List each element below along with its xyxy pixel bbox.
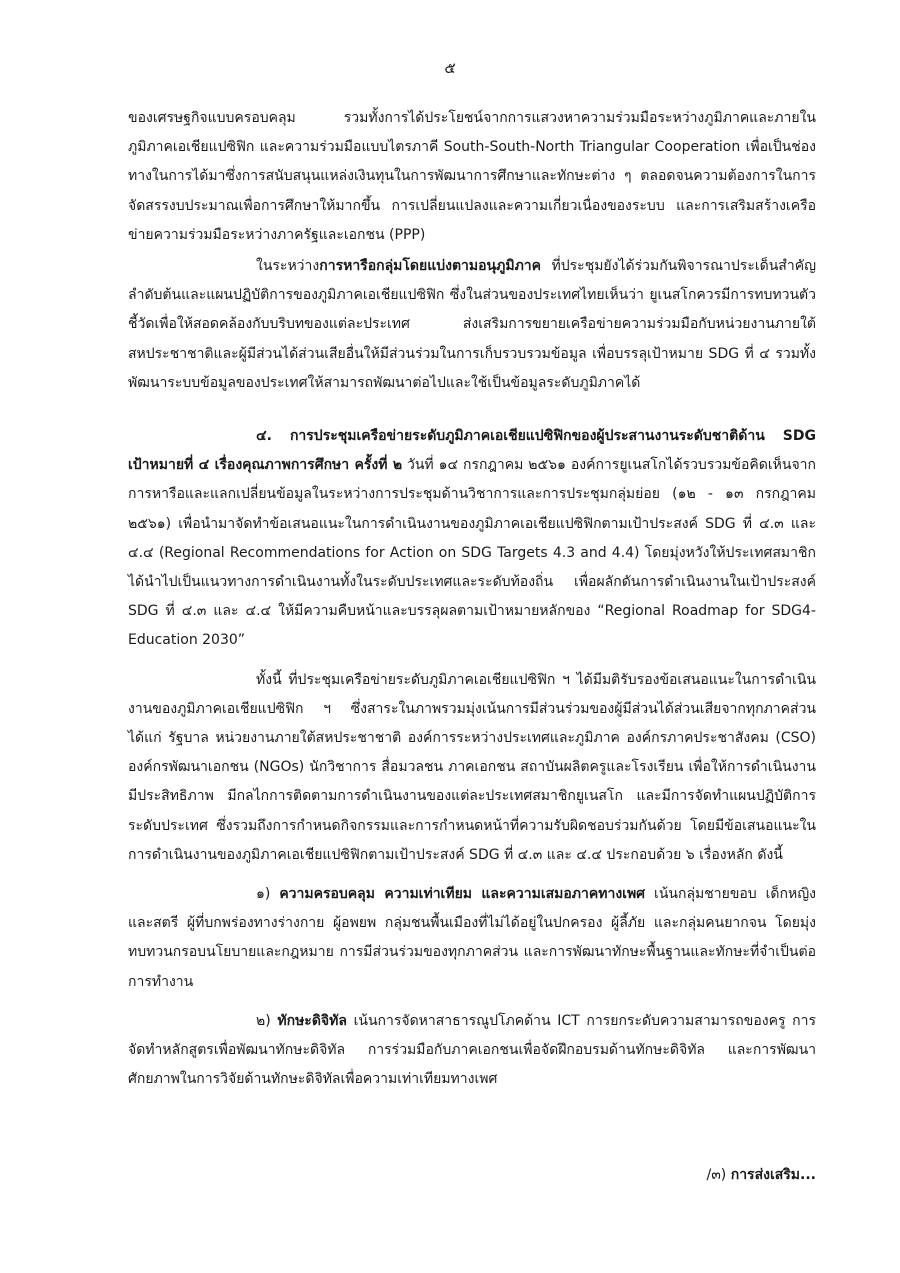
continuation-number: /๓) [706,1167,731,1183]
page-number: ๕ [444,59,456,77]
list-item-body: เน้นกลุ่มชายขอบ เด็กหญิงและสตรี ผู้ที่บกพร่องทางร่างกาย ผู้อพยพ กลุ่มชนพื้นเมืองที่ไม่ได้อยู่ในปกครอง ผู้ลี้ภัย และกลุ่มคนยากจน โดยมุ่งทบทวนกรอบนโยบายและกฎหมาย การมีส่วนร่วมของทุกภาคส่วน และการพัฒนาทักษะพื้นฐานและทักษะที่จำเป็นต่อการทำงาน [128,886,816,990]
paragraph-network-meeting [128,422,816,656]
continuation-heading: การส่งเสริม... [730,1167,816,1183]
list-item-heading: ความครอบคลุม ความเท่าเทียม และความเสมอภาคทางเพศ [279,886,646,903]
subregional-discussion-heading: การหารือกลุ่มโดยแบ่งตามอนุภูมิภาค [319,258,542,275]
list-item-body: เน้นการจัดหาสาธารณูปโภคด้าน ICT การยกระดับความสามารถของครู การจัดทำหลักสูตรเพื่อพัฒนาทักษะดิจิทัล การร่วมมือกับภาคเอกชนเพื่อจัดฝึกอบรมด้านทักษะดิจิทัล และการพัฒนาศักยภาพในการวิจัยด้านทักษะดิจิทัลเพื่อความเท่าเทียมทางเพศ [128,1012,816,1088]
list-item-number: ๒) [256,1012,278,1029]
paragraph-recommendations: ทั้งนี้ ที่ประชุมเครือข่ายระดับภูมิภาคเอเชียแปซิฟิก ฯ ได้มีมติรับรองข้อเสนอแนะในการดำเนินงานของภูมิภาคเอเชียแปซิฟิก ฯ ซึ่งสาระในภาพรวมมุ่งเน้นการมีส่วนร่วมของผู้มีส่วนได้ส่วนเสียจากทุกภาคส่วน ได้แก่ รัฐบาล หน่วยงานภายใต้สหประชาชาติ องค์การระหว่างประเทศและภูมิภาค องค์กรภาคประชาสังคม (CSO) องค์กรพัฒนาเอกชน (NGOs) นักวิชาการ สื่อมวลชน ภาคเอกชน สถาบันผลิตครูและโรงเรียน เพื่อให้การดำเนินงานมีประสิทธิภาพ มีกลไกการติดตามการดำเนินงานของแต่ละประเทศสมาชิกยูเนสโก และมีการจัดทำแผนปฏิบัติการระดับประเทศ ซึ่งรวมถึงการกำหนดกิจกรรมและการกำหนดหน้าที่ความรับผิดชอบร่วมกันด้วย โดยมีข้อเสนอแนะในการดำเนินงานของภูมิภาคเอเชียแปซิฟิกตามเป้าประสงค์ SDG ที่ ๔.๓ และ ๔.๔ ประกอบด้วย ๖ เรื่องหลัก ดังนี้ [128,671,816,863]
list-item-heading: ทักษะดิจิทัล [277,1012,347,1029]
list-item-inclusion [128,880,816,997]
paragraph-body-text: ที่ประชุมยังได้ร่วมกันพิจารณาประเด็นสำคัญลำดับต้นและแผนปฏิบัติการของภูมิภาคเอเชียแปซิฟิก ซึ่งในส่วนของประเทศไทยเห็นว่า ยูเนสโกควรมีการทบทวนตัวชี้วัดเพื่อให้สอดคล้องกับบริบทของแต่ละประเทศ ส่งเสริมการขยายเครือข่ายความร่วมมือกับหน่วยงานภายใต้สหประชาชาติและผู้มีส่วนได้ส่วนเสียอื่นให้มีส่วนร่วมในการเก็บรวบรวมข้อมูล เพื่อบรรลุเป้าหมาย SDG ที่ ๔ รวมทั้งพัฒนาระบบข้อมูลของประเทศให้สามารถพัฒนาต่อไปและใช้เป็นข้อมูลระดับภูมิภาคได้ [128,258,816,391]
document-body [128,104,816,1095]
list-item-number: ๑) [256,886,280,903]
continuation-marker [707,1165,816,1185]
list-item-digital-skills [128,1007,816,1095]
paragraph-body-text: วันที่ ๑๔ กรกฎาคม ๒๕๖๑ องค์การยูเนสโกได้รวบรวมข้อคิดเห็นจากการหารือและแลกเปลี่ยนข้อมูลในระหว่างการประชุมด้านวิชาการและการประชุมกลุ่มย่อย (๑๒ - ๑๓ กรกฎาคม ๒๕๖๑) เพื่อนำมาจัดทำข้อเสนอแนะในการดำเนินงานของภูมิภาคเอเชียแปซิฟิกตามเป้าประสงค์ SDG ที่ ๔.๓ และ ๔.๔ (Regional Recommendations for Action on SDG Targets 4.3 and 4.4) โดยมุ่งหวังให้ประเทศสมาชิกได้นำไปเป็นแนวทางการดำเนินงานทั้งในระดับประเทศและระดับท้องถิ่น เพื่อผลักดันการดำเนินงานในเป้าประสงค์ SDG ที่ ๔.๓ และ ๔.๔ ให้มีความคืบหน้าและบรรลุผลตามเป้าหมายหลักของ “Regional Roadmap for SDG4-Education 2030” [128,457,816,649]
network-meeting-heading: ๔. การประชุมเครือข่ายระดับภูมิภาคเอเชียแปซิฟิกของผู้ประสานงานระดับชาติด้าน SDG เป้าหมายที่ ๔ เรื่องคุณภาพการศึกษา ครั้งที่ ๒ [128,428,816,474]
paragraph-economic-cooperation: ของเศรษฐกิจแบบครอบคลุม รวมทั้งการได้ประโยชน์จากการแสวงหาความร่วมมือระหว่างภูมิภาคและภายในภูมิภาคเอเชียแปซิฟิก และความร่วมมือแบบไตรภาคี South-South-North Triangular Cooperation เพื่อเป็นช่องทางในการได้มาซึ่งการสนับสนุนแหล่งเงินทุนในการพัฒนาการศึกษาและทักษะต่าง ๆ ตลอดจนความต้องการในการจัดสรรงบประมาณเพื่อการศึกษาให้มากขึ้น การเปลี่ยนแปลงและความเกี่ยวเนื่องของระบบ และการเสริมสร้างเครือข่ายความร่วมมือระหว่างภาครัฐและเอกชน (PPP) [128,110,816,243]
paragraph-subregional-discussion [128,252,816,398]
paragraph-lead-text: ในระหว่าง [256,258,320,275]
